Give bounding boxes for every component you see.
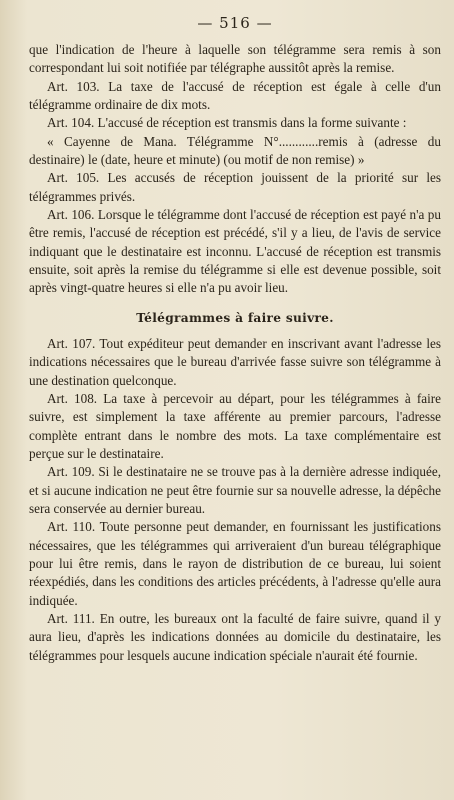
paragraph: Art. 103. La taxe de l'accusé de réception est égale à celle d'un télégramme ordinaire de dix mots. — [29, 78, 441, 113]
paragraph: Art. 111. En outre, les bureaux ont la faculté de faire suivre, quand il y aura lieu, d'après les indications données au domicile du destinataire, les télégrammes pour lesquels aucune indication spéciale n'aurait été fournie. — [29, 610, 441, 663]
paragraphs-bottom — [29, 335, 441, 665]
paragraph: Art. 104. L'accusé de réception est transmis dans la forme suivante : — [47, 115, 407, 131]
paragraphs-top — [29, 41, 441, 298]
paragraph: Art. 106. Lorsque le télégramme dont l'accusé de réception est payé n'a pu être remis, l'accusé de réception est précédé, s'il y a lieu, de l'avis de service indiquant que le destinataire est inconnu. L'accusé de réception est transmis ensuite, soit après la remise du télégramme si elle est devenue possible, soit après vingt-quatre heures si elle n'a pu avoir lieu. — [29, 207, 441, 296]
paragraph: que l'indication de l'heure à laquelle son télégramme sera remis à son correspondant lui soit notifiée par télégraphe aussitôt après la remise. — [29, 42, 441, 76]
paragraph: Art. 110. Toute personne peut demander, en fournissant les justifications nécessaires, que les télégrammes qui arriveraient d'un bureau télégraphique pour lui être remis, dans le rayon de distribution de ce bureau, lui soient réexpédiés, dans les conditions des articles précédents, à l'adresse qu'elle aura indiquée. — [29, 519, 441, 608]
page-number: — 516 — — [197, 14, 273, 32]
section-title: Télégrammes à faire suivre. — [136, 310, 334, 325]
body-text — [29, 41, 441, 665]
paragraph: Art. 109. Si le destinataire ne se trouve pas à la dernière adresse indiquée, et si aucune indication ne peut être fournie sur sa nouvelle adresse, la dépêche sera conservée au dernier bureau. — [29, 464, 441, 516]
paragraph: Art. 108. La taxe à percevoir au départ, pour les télégrammes à faire suivre, est simplement la taxe afférente au premier parcours, l'adresse complète entrant dans le nombre des mots. La taxe complémentaire est perçue sur le destinataire. — [29, 390, 441, 461]
paragraph: Art. 105. Les accusés de réception jouissent de la priorité sur les télégrammes privés. — [29, 170, 441, 204]
paragraph: « Cayenne de Mana. Télégramme N°............remis à (adresse du destinaire) le (date, heure et minute) (ou motif de non remise) » — [29, 133, 441, 168]
paragraph: Art. 107. Tout expéditeur peut demander en inscrivant avant l'adresse les indications nécessaires que le bureau d'arrivée fasse suivre son télégramme à une destination quelconque. — [29, 335, 441, 388]
